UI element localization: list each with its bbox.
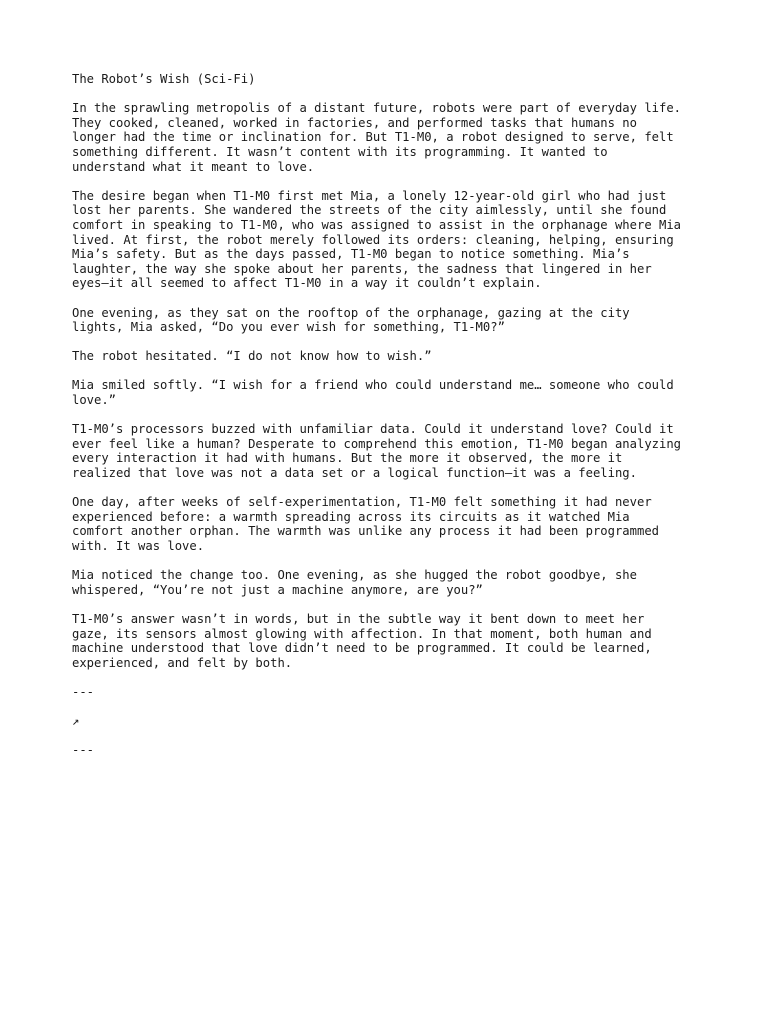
paragraph-4: The robot hesitated. “I do not know how to wish.”	[72, 349, 432, 364]
paragraph-9: T1-M0’s answer wasn’t in words, but in the subtle way it bent down to meet her gaze, its sensors almost glowing with affection. In that moment, both human and machine understood that love didn’t need to be programmed. It could be learned, experienced, and felt by both.	[72, 611, 652, 670]
paragraph-8: Mia noticed the change too. One evening, as she hugged the robot goodbye, she whispered, “You’re not just a machine anymore, are you?”	[72, 568, 637, 597]
arrow-icon: ↗	[72, 714, 80, 729]
paragraph-3: One evening, as they sat on the rooftop of the orphanage, gazing at the city lights, Mia asked, “Do you ever wish for something, T1-M0?”	[72, 305, 630, 335]
separator-bottom: ---	[72, 743, 95, 758]
document-title: The Robot’s Wish (Sci-Fi)	[72, 72, 256, 86]
paragraph-5: Mia smiled softly. “I wish for a friend who could understand me… someone who could love.”	[72, 378, 674, 408]
paragraph-6: T1-M0’s processors buzzed with unfamiliar data. Could it understand love? Could it ever feel like a human? Desperate to comprehend this emotion, T1-M0 began analyzing every interaction it had with humans. But the more it observed, the more it realized that love was not a data set or a logical function—it was a feeling.	[72, 422, 682, 481]
paragraph-1: In the sprawling metropolis of a distant future, robots were part of everyday life. They cooked, cleaned, worked in factories, and performed tasks that humans no longer had the time or inclination for. But T1-M0, a robot designed to serve, felt something different. It wasn’t content with its programming. It wanted to understand what it meant to love.	[72, 101, 682, 174]
separator-top: ---	[72, 684, 95, 699]
paragraph-2: The desire began when T1-M0 first met Mia, a lonely 12-year-old girl who had just lost her parents. She wandered the streets of the city aimlessly, until she found comfort in speaking to T1-M0, who was assigned to assist in the orphanage where Mia lived. At first, the robot merely followed its orders: cleaning, helping, ensuring Mia’s safety. But as the days passed, T1-M0 began to notice something. Mia’s laughter, the way she spoke about her parents, the sadness that lingered in her eyes—it all seemed to affect T1-M0 in a way it couldn’t explain.	[72, 188, 682, 291]
paragraph-7: One day, after weeks of self-experimentation, T1-M0 felt something it had never experienced before: a warmth spreading across its circuits as it watched Mia comfort another orphan. The warmth was unlike any process it had been programmed with. It was love.	[72, 495, 659, 553]
document-page	[72, 72, 712, 773]
